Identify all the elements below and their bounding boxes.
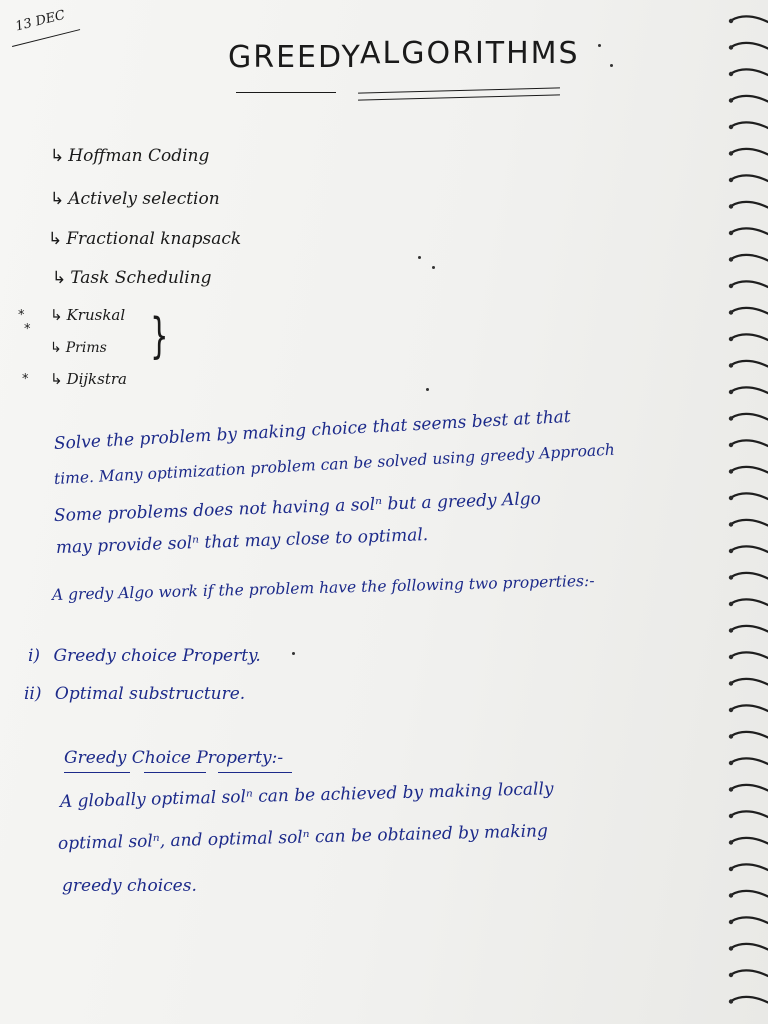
spiral-ring <box>732 414 768 420</box>
condition-line: A gredy Algo work if the problem have the following two properties:- <box>51 571 595 604</box>
topic-item: ↳ Task Scheduling <box>52 268 212 288</box>
property-marker: ii) <box>24 684 42 704</box>
spiral-ring <box>732 917 768 923</box>
topic-item: ↳ Fractional knapsack <box>48 229 242 249</box>
hook-arrow-icon: ↳ <box>52 268 67 288</box>
spiral-ring <box>732 573 768 579</box>
paragraph-line: Solve the problem by making choice that seems best at that <box>53 406 572 454</box>
spiral-hole <box>729 946 733 950</box>
spiral-ring <box>732 944 768 950</box>
spiral-hole <box>729 893 733 897</box>
spiral-ring <box>732 308 768 314</box>
spiral-ring <box>732 758 768 764</box>
ink-dot <box>426 388 429 391</box>
spiral-hole <box>729 973 733 977</box>
spiral-ring <box>732 626 768 632</box>
spiral-hole <box>729 734 733 738</box>
property-item <box>24 684 245 704</box>
spiral-ring <box>732 546 768 552</box>
definition-line: A globally optimal solⁿ can be achieved by making locally <box>59 779 554 812</box>
spiral-hole <box>729 628 733 632</box>
definition-line: greedy choices. <box>62 876 197 896</box>
spiral-ring <box>732 69 768 75</box>
spiral-hole <box>729 522 733 526</box>
spiral-ring <box>732 520 768 526</box>
spiral-ring <box>732 440 768 446</box>
paragraph-line: may provide solⁿ that may close to optimal. <box>55 525 429 558</box>
date-label: 13 DEC <box>14 7 67 35</box>
property-item <box>28 646 261 666</box>
topic-item: ↳ Kruskal <box>50 306 126 324</box>
spiral-ring <box>732 228 768 234</box>
definition-line: optimal solⁿ, and optimal solⁿ can be obtained by making <box>57 821 549 854</box>
property-text: Optimal substructure. <box>54 684 246 704</box>
property-marker: i) <box>28 646 41 666</box>
spiral-hole <box>729 363 733 367</box>
spiral-hole <box>729 681 733 685</box>
spiral-hole <box>729 867 733 871</box>
spiral-hole <box>729 151 733 155</box>
spiral-ring <box>732 149 768 155</box>
spiral-ring <box>732 387 768 393</box>
spiral-ring <box>732 891 768 897</box>
star-mark: * <box>24 322 31 337</box>
spiral-hole <box>729 549 733 553</box>
title-word-greedy: GREEDY <box>228 40 362 75</box>
hook-arrow-icon: ↳ <box>48 229 63 249</box>
spiral-ring <box>732 652 768 658</box>
ink-dot <box>432 266 435 269</box>
spiral-ring <box>732 16 768 22</box>
spiral-ring <box>732 467 768 473</box>
spiral-hole <box>729 761 733 765</box>
spiral-ring <box>732 811 768 817</box>
title-underline-1 <box>236 92 336 93</box>
spiral-hole <box>729 178 733 182</box>
spiral-hole <box>729 390 733 394</box>
spiral-ring <box>732 864 768 870</box>
ink-dot <box>598 44 601 47</box>
hook-arrow-icon: ↳ <box>50 340 62 356</box>
ink-dot <box>418 256 421 259</box>
spiral-ring <box>732 705 768 711</box>
ink-dot <box>610 64 613 67</box>
spiral-hole <box>729 204 733 208</box>
star-mark: * <box>22 372 29 387</box>
bracket-mark: } <box>150 308 169 364</box>
spiral-hole <box>729 787 733 791</box>
hook-arrow-icon: ↳ <box>50 306 63 324</box>
spiral-hole <box>729 708 733 712</box>
spiral-ring <box>732 334 768 340</box>
property-text: Greedy choice Property. <box>53 646 261 666</box>
spiral-hole <box>729 999 733 1003</box>
title-word-algorithms: ALGORITHMS <box>360 36 580 71</box>
spiral-ring <box>732 202 768 208</box>
topic-item: ↳ Hoffman Coding <box>50 146 210 166</box>
spiral-hole <box>729 231 733 235</box>
topic-item: ↳ Actively selection <box>50 189 220 209</box>
spiral-hole <box>729 469 733 473</box>
spiral-hole <box>729 814 733 818</box>
spiral-hole <box>729 337 733 341</box>
spiral-hole <box>729 45 733 49</box>
spiral-hole <box>729 310 733 314</box>
title-underline-2a <box>358 87 560 93</box>
spiral-binding <box>728 0 768 1024</box>
spiral-hole <box>729 496 733 500</box>
title-underline-2b <box>358 94 560 100</box>
spiral-ring <box>732 997 768 1003</box>
spiral-hole <box>729 125 733 129</box>
hook-arrow-icon: ↳ <box>50 370 63 388</box>
spiral-ring <box>732 122 768 128</box>
spiral-hole <box>729 257 733 261</box>
spiral-hole <box>729 98 733 102</box>
heading-underline <box>64 772 130 773</box>
spiral-hole <box>729 655 733 659</box>
spiral-ring <box>732 785 768 791</box>
spiral-ring <box>732 599 768 605</box>
spiral-ring <box>732 679 768 685</box>
heading-underline <box>144 772 206 773</box>
spiral-hole <box>729 416 733 420</box>
paragraph-line: time. Many optimization problem can be solved using greedy Approach <box>53 440 616 488</box>
spiral-hole <box>729 840 733 844</box>
spiral-hole <box>729 602 733 606</box>
section-heading: Greedy Choice Property:- <box>64 748 284 768</box>
spiral-hole <box>729 920 733 924</box>
spiral-ring <box>732 96 768 102</box>
spiral-hole <box>729 19 733 23</box>
spiral-ring <box>732 838 768 844</box>
spiral-hole <box>729 443 733 447</box>
hook-arrow-icon: ↳ <box>50 146 65 166</box>
topic-item: ↳ Dijkstra <box>50 370 127 388</box>
spiral-ring <box>732 732 768 738</box>
spiral-ring <box>732 970 768 976</box>
spiral-ring <box>732 255 768 261</box>
spiral-hole <box>729 575 733 579</box>
topic-item: ↳ Prims <box>50 340 107 356</box>
ink-dot <box>292 652 295 655</box>
spiral-ring <box>732 361 768 367</box>
spiral-ring <box>732 493 768 499</box>
heading-underline <box>218 772 292 773</box>
spiral-ring <box>732 281 768 287</box>
star-mark: * <box>18 308 25 323</box>
spiral-ring <box>732 175 768 181</box>
hook-arrow-icon: ↳ <box>50 189 65 209</box>
spiral-hole <box>729 72 733 76</box>
spiral-ring <box>732 43 768 49</box>
spiral-hole <box>729 284 733 288</box>
paragraph-line: Some problems does not having a solⁿ but a greedy Algo <box>53 489 542 526</box>
